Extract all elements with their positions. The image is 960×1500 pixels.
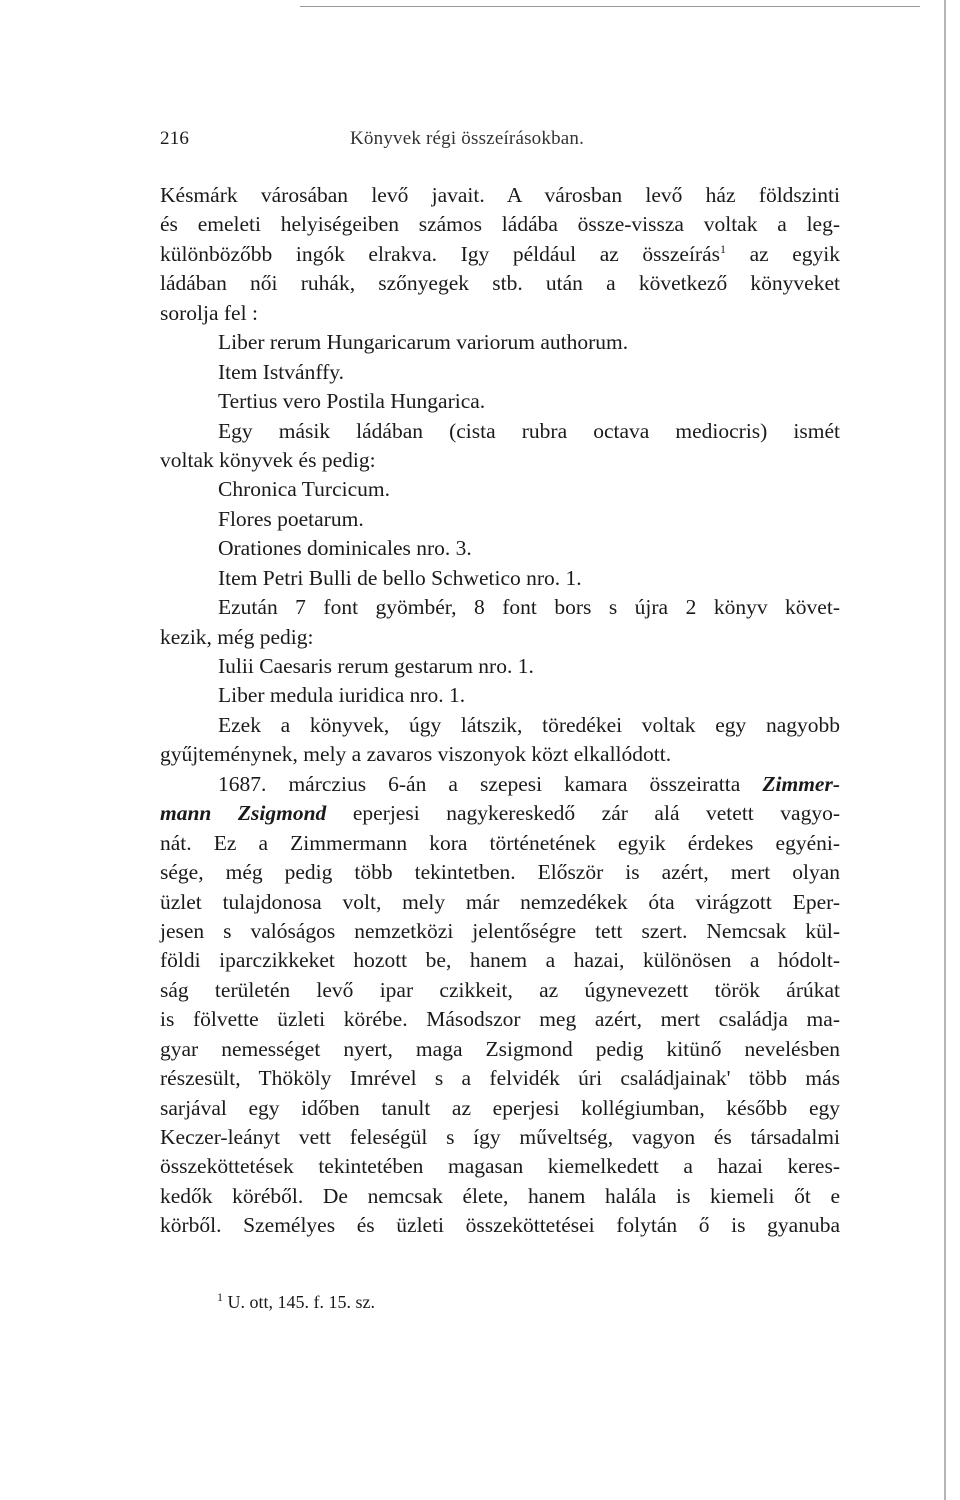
text-line: Liber medula iuridica nro. 1. [218, 683, 466, 708]
text-segment: eperjesi nagykereskedő zár alá vetett vagyo- [326, 801, 840, 826]
footnote-reference: 1 [719, 241, 726, 256]
text-line: Item Petri Bulli de bello Schwetico nro. 1. [218, 565, 582, 590]
text-line: Tertius vero Postila Hungarica. [218, 389, 486, 414]
text-line: ság területén levő ipar czikkeit, az úgynevezett török árúkat [160, 977, 840, 1002]
text-line: voltak könyvek és pedig: [160, 447, 376, 472]
text-line: és emeleti helyiségeiben számos ládába össze-vissza voltak a leg- [160, 212, 840, 237]
text-line: Chronica Turcicum. [218, 477, 390, 502]
text-line: földi iparczikkeket hozott be, hanem a hazai, különösen a hódolt- [160, 948, 840, 973]
text-line: gyar nemességet nyert, maga Zsigmond pedig kitünő nevelésben [160, 1036, 840, 1061]
text-line: kezik, még pedig: [160, 624, 314, 649]
page-header [160, 128, 840, 154]
text-segment: az egyik [725, 241, 840, 266]
text-line [160, 799, 840, 828]
text-line: Item Istvánffy. [218, 359, 344, 384]
scan-edge-shadow [944, 0, 946, 1500]
text-line: nát. Ez a Zimmermann kora történetének egyik érdekes egyéni- [160, 830, 840, 855]
text-line: Iulii Caesaris rerum gestarum nro. 1. [218, 654, 534, 678]
text-line: Ezután 7 font gyömbér, 8 font bors s újra 2 könyv követ- [218, 595, 840, 620]
text-line: sorolja fel : [160, 300, 258, 325]
body-text [160, 181, 840, 1241]
text-line: körből. Személyes és üzleti összeköttetései folytán ő is gyanuba [160, 1213, 840, 1238]
emphasized-name: Zimmer- [762, 771, 840, 796]
text-line: Flores poetarum. [218, 506, 364, 531]
text-line: Keczer-leányt vett feleségül s így műveltség, vagyon és társadalmi [160, 1125, 840, 1149]
text-line: Ezek a könyvek, úgy látszik, töredékei voltak egy nagyobb [218, 712, 840, 737]
text-line [160, 240, 840, 269]
text-line: Késmárk városában levő javait. A városban levő ház földszinti [160, 183, 840, 207]
text-line: üzlet tulajdonosa volt, mely már nemzedékek óta virágzott Eper- [160, 889, 840, 914]
page-number: 216 [160, 128, 190, 149]
text-line: is fölvette üzleti körébe. Másodszor meg azért, mert családja ma- [160, 1007, 840, 1032]
footnote-text: U. ott, 145. f. 15. sz. [223, 1292, 375, 1312]
footnote [217, 1292, 375, 1313]
text-line: összeköttetések tekintetében magasan kiemelkedett a hazai keres- [160, 1154, 840, 1179]
text-line [160, 770, 840, 799]
text-segment: 1687. márczius 6-án a szepesi kamara összeiratta [218, 771, 763, 796]
text-line: sarjával egy időben tanult az eperjesi kollégiumban, később egy [160, 1095, 840, 1120]
text-line: Orationes dominicales nro. 3. [218, 536, 472, 561]
text-line: Liber rerum Hungaricarum variorum authorum. [218, 330, 629, 355]
text-line: kedők köréből. De nemcsak élete, hanem halála is kiemeli őt e [160, 1183, 840, 1208]
scan-edge-line [300, 6, 920, 7]
text-line: Egy másik ládában (cista rubra octava mediocris) ismét [218, 418, 840, 443]
text-segment: különbözőbb ingók elrakva. Igy például az összeírás [160, 241, 720, 266]
running-title: Könyvek régi összeírásokban. [350, 128, 585, 149]
footnote-marker: 1 [217, 1290, 223, 1304]
text-line: ládában női ruhák, szőnyegek stb. után a következő könyveket [160, 271, 840, 296]
text-line: sége, még pedig több tekintetben. Először is azért, mert olyan [160, 860, 840, 885]
text-line: gyűjteménynek, mely a zavaros viszonyok közt elkallódott. [160, 742, 672, 767]
text-line: jesen s valóságos nemzetközi jelentőségre tett szert. Nemcsak kül- [160, 918, 840, 943]
emphasized-name: mann Zsigmond [160, 801, 327, 826]
text-line: részesült, Thököly Imrével s a felvidék úri családjainak' több más [160, 1066, 840, 1091]
